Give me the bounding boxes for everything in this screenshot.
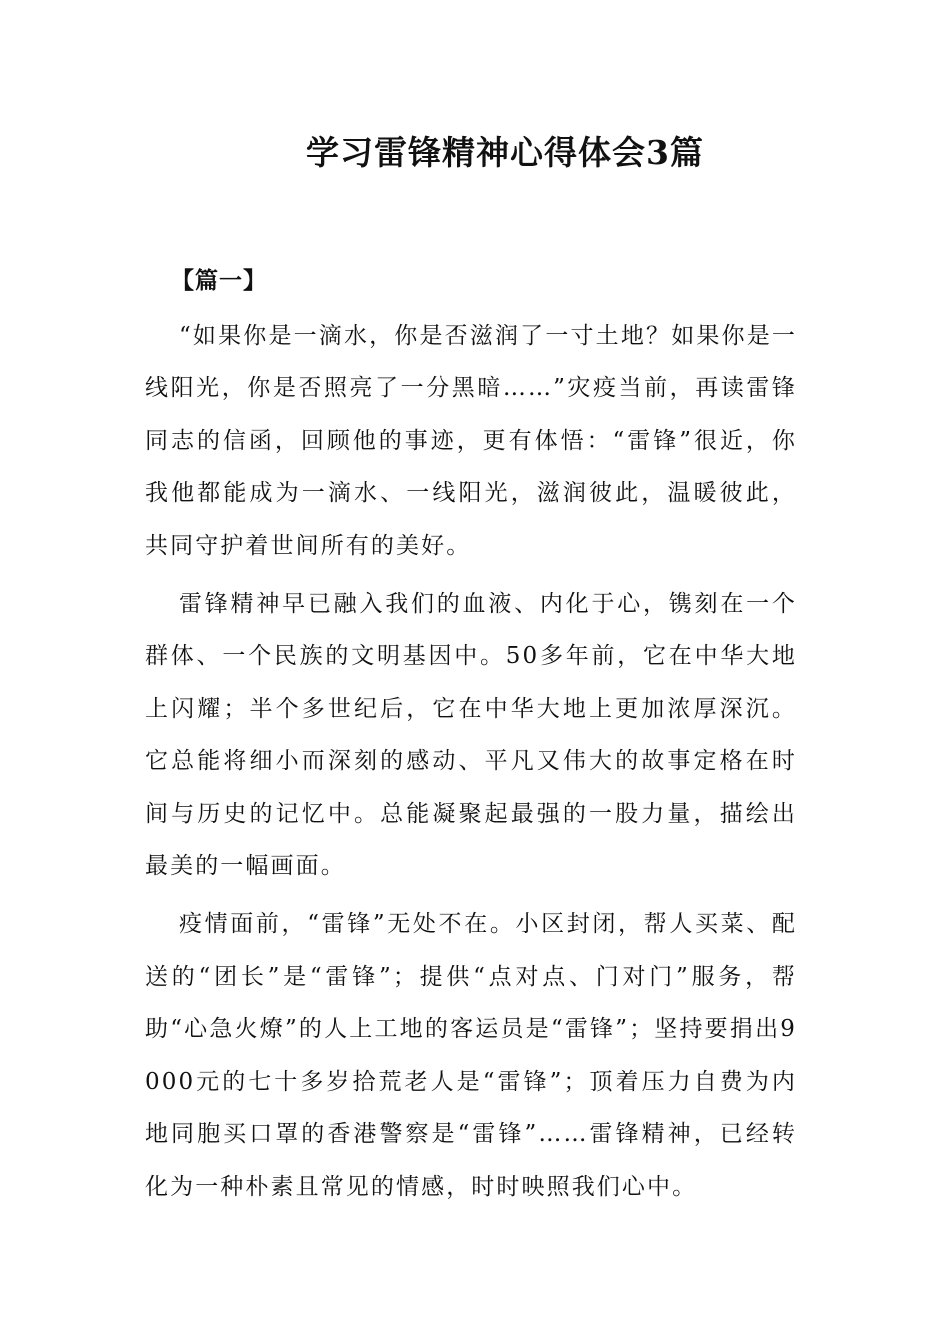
paragraph-1: “如果你是一滴水，你是否滋润了一寸土地？如果你是一线阳光，你是否照亮了一分黑暗……”灾疫当前，再读雷锋同志的信函，回顾他的事迹，更有体悟：“雷锋”很近，你我他都能成为一滴水、一线阳光，滋润彼此，温暖彼此，共同守护着世间所有的美好。	[145, 323, 797, 559]
section-heading: 【篇一】	[171, 267, 267, 294]
paragraph-2: 雷锋精神早已融入我们的血液、内化于心，镌刻在一个群体、一个民族的文明基因中。50多年前，它在中华大地上闪耀；半个多世纪后，它在中华大地上更加浓厚深沉。它总能将细小而深刻的感动、平凡又伟大的故事定格在时间与历史的记忆中。总能凝聚起最强的一股力量，描绘出最美的一幅画面。	[145, 591, 797, 880]
document-title: 学习雷锋精神心得体会3篇	[306, 133, 704, 172]
document-body	[145, 258, 797, 1219]
paragraph-3: 疫情面前，“雷锋”无处不在。小区封闭，帮人买菜、配送的“团长”是“雷锋”；提供“点对点、门对门”服务，帮助“心急火燎”的人上工地的客运员是“雷锋”；坚持要捐出9000元的七十多岁拾荒老人是“雷锋”；顶着压力自费为内地同胞买口罩的香港警察是“雷锋”……雷锋精神，已经转化为一种朴素且常见的情感，时时映照我们心中。	[145, 911, 797, 1200]
